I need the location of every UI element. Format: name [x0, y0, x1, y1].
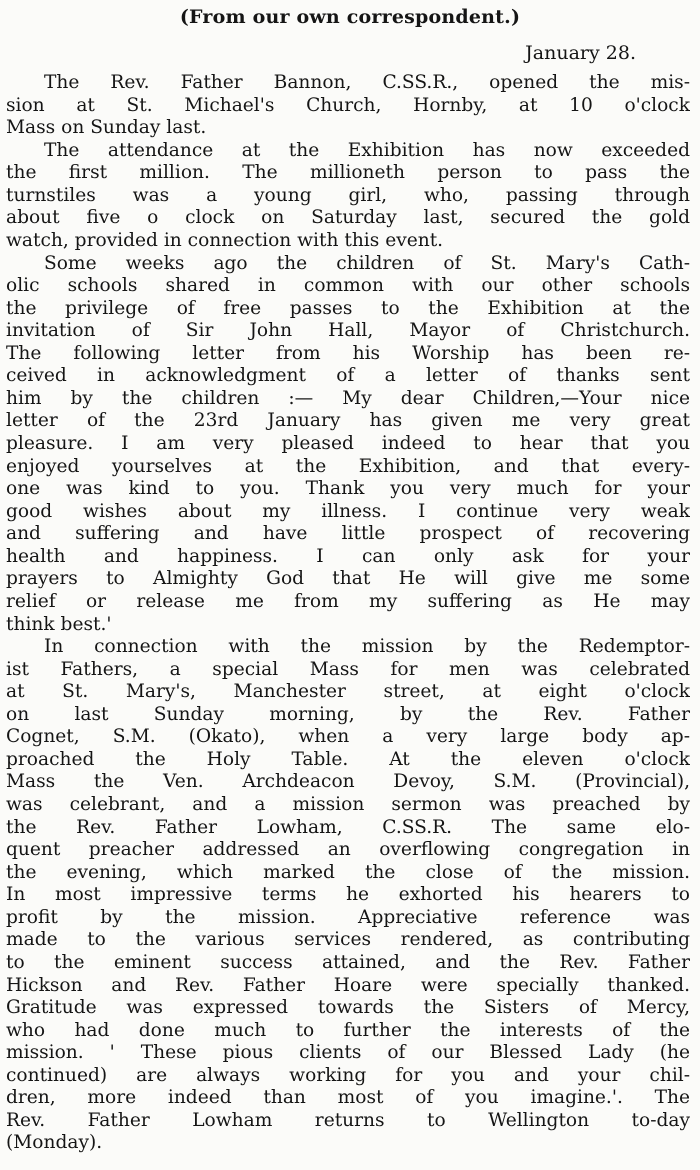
text-line: on last Sunday morning, by the Rev. Father — [6, 703, 690, 725]
text-line: was celebrant, and a mission sermon was preached by — [6, 794, 690, 815]
dateline: January 28. — [525, 42, 636, 64]
text-line: The Rev. Father Bannon, C.SS.R., opened the mis- — [44, 72, 690, 93]
text-line: watch, provided in connection with this event. — [6, 229, 444, 251]
text-line: quent preacher addressed an overflowing congregation in — [6, 839, 690, 861]
text-line: made to the various services rendered, as contributing — [6, 929, 690, 951]
text-line: The attendance at the Exhibition has now exceeded — [44, 139, 690, 161]
text-line: Rev. Father Lowham returns to Wellington to-day — [6, 1109, 690, 1131]
text-line: letter of the 23rd January has given me very great — [6, 410, 690, 432]
text-line: about five o clock on Saturday last, secured the gold — [6, 207, 690, 229]
article-paragraph — [6, 636, 690, 1155]
text-line: health and happiness. I can only ask for your — [6, 545, 690, 567]
text-line: the privilege of free passes to the Exhibition at the — [6, 297, 690, 319]
text-line: Hickson and Rev. Father Hoare were specially thanked. — [6, 974, 690, 996]
correspondent-heading: (From our own correspondent.) — [179, 6, 521, 28]
article-paragraph — [6, 72, 690, 140]
text-line: him by the children :— My dear Children,—Your nice — [6, 387, 690, 409]
text-line: dren, more indeed than most of you imagine.'. The — [6, 1087, 690, 1109]
text-line: continued) are always working for you and your chil- — [6, 1064, 690, 1086]
text-line: Gratitude was expressed towards the Sisters of Mercy, — [6, 997, 690, 1019]
text-line: The following letter from his Worship has been re- — [6, 342, 690, 364]
text-line: to the eminent success attained, and the Rev. Father — [6, 951, 690, 973]
text-line: Mass on Sunday last. — [6, 117, 207, 139]
text-line: the Rev. Father Lowham, C.SS.R. The same elo- — [6, 816, 690, 838]
text-line: who had done much to further the interests of the — [6, 1019, 690, 1041]
text-line: olic schools shared in common with our other schools — [6, 275, 690, 297]
text-line: enjoyed yourselves at the Exhibition, and that every- — [6, 455, 690, 477]
text-line: Mass the Ven. Archdeacon Devoy, S.M. (Provincial), — [6, 771, 690, 793]
text-line: think best.' — [6, 613, 112, 635]
text-line: In connection with the mission by the Redemptor- — [44, 636, 690, 658]
text-line: ceived in acknowledgment of a letter of thanks sent — [6, 365, 690, 387]
text-line: relief or release me from my suffering as He may — [6, 590, 690, 612]
text-line: sion at St. Michael's Church, Hornby, at 10 o'clock — [6, 94, 690, 116]
text-line: pleasure. I am very pleased indeed to hear that you — [6, 433, 690, 454]
text-line: good wishes about my illness. I continue very weak — [6, 500, 690, 522]
text-line: profit by the mission. Appreciative reference was — [6, 906, 690, 928]
text-line: ist Fathers, a special Mass for men was celebrated — [6, 658, 690, 680]
text-line: at St. Mary's, Manchester street, at eight o'clock — [6, 681, 690, 703]
text-line: proached the Holy Table. At the eleven o'clock — [6, 748, 690, 770]
text-line: Cognet, S.M. (Okato), when a very large body ap- — [6, 726, 690, 748]
text-line: one was kind to you. Thank you very much for your — [6, 478, 690, 500]
text-line: prayers to Almighty God that He will give me some — [6, 568, 690, 590]
text-line: (Monday). — [6, 1132, 103, 1154]
text-line: Some weeks ago the children of St. Mary's Cath- — [44, 252, 690, 274]
text-line: In most impressive terms he exhorted his hearers to — [6, 884, 690, 906]
text-line: turnstiles was a young girl, who, passing through — [6, 184, 690, 206]
text-line: the first million. The millioneth person to pass the — [6, 162, 690, 184]
text-line: the evening, which marked the close of the mission. — [6, 861, 690, 883]
text-line: mission. ' These pious clients of our Blessed Lady (he — [6, 1042, 690, 1064]
text-line: and suffering and have little prospect of recovering — [6, 523, 690, 545]
article-body — [6, 72, 690, 1155]
article-paragraph — [6, 140, 690, 253]
text-line: invitation of Sir John Hall, Mayor of Christchurch. — [6, 320, 690, 342]
article-paragraph — [6, 253, 690, 637]
